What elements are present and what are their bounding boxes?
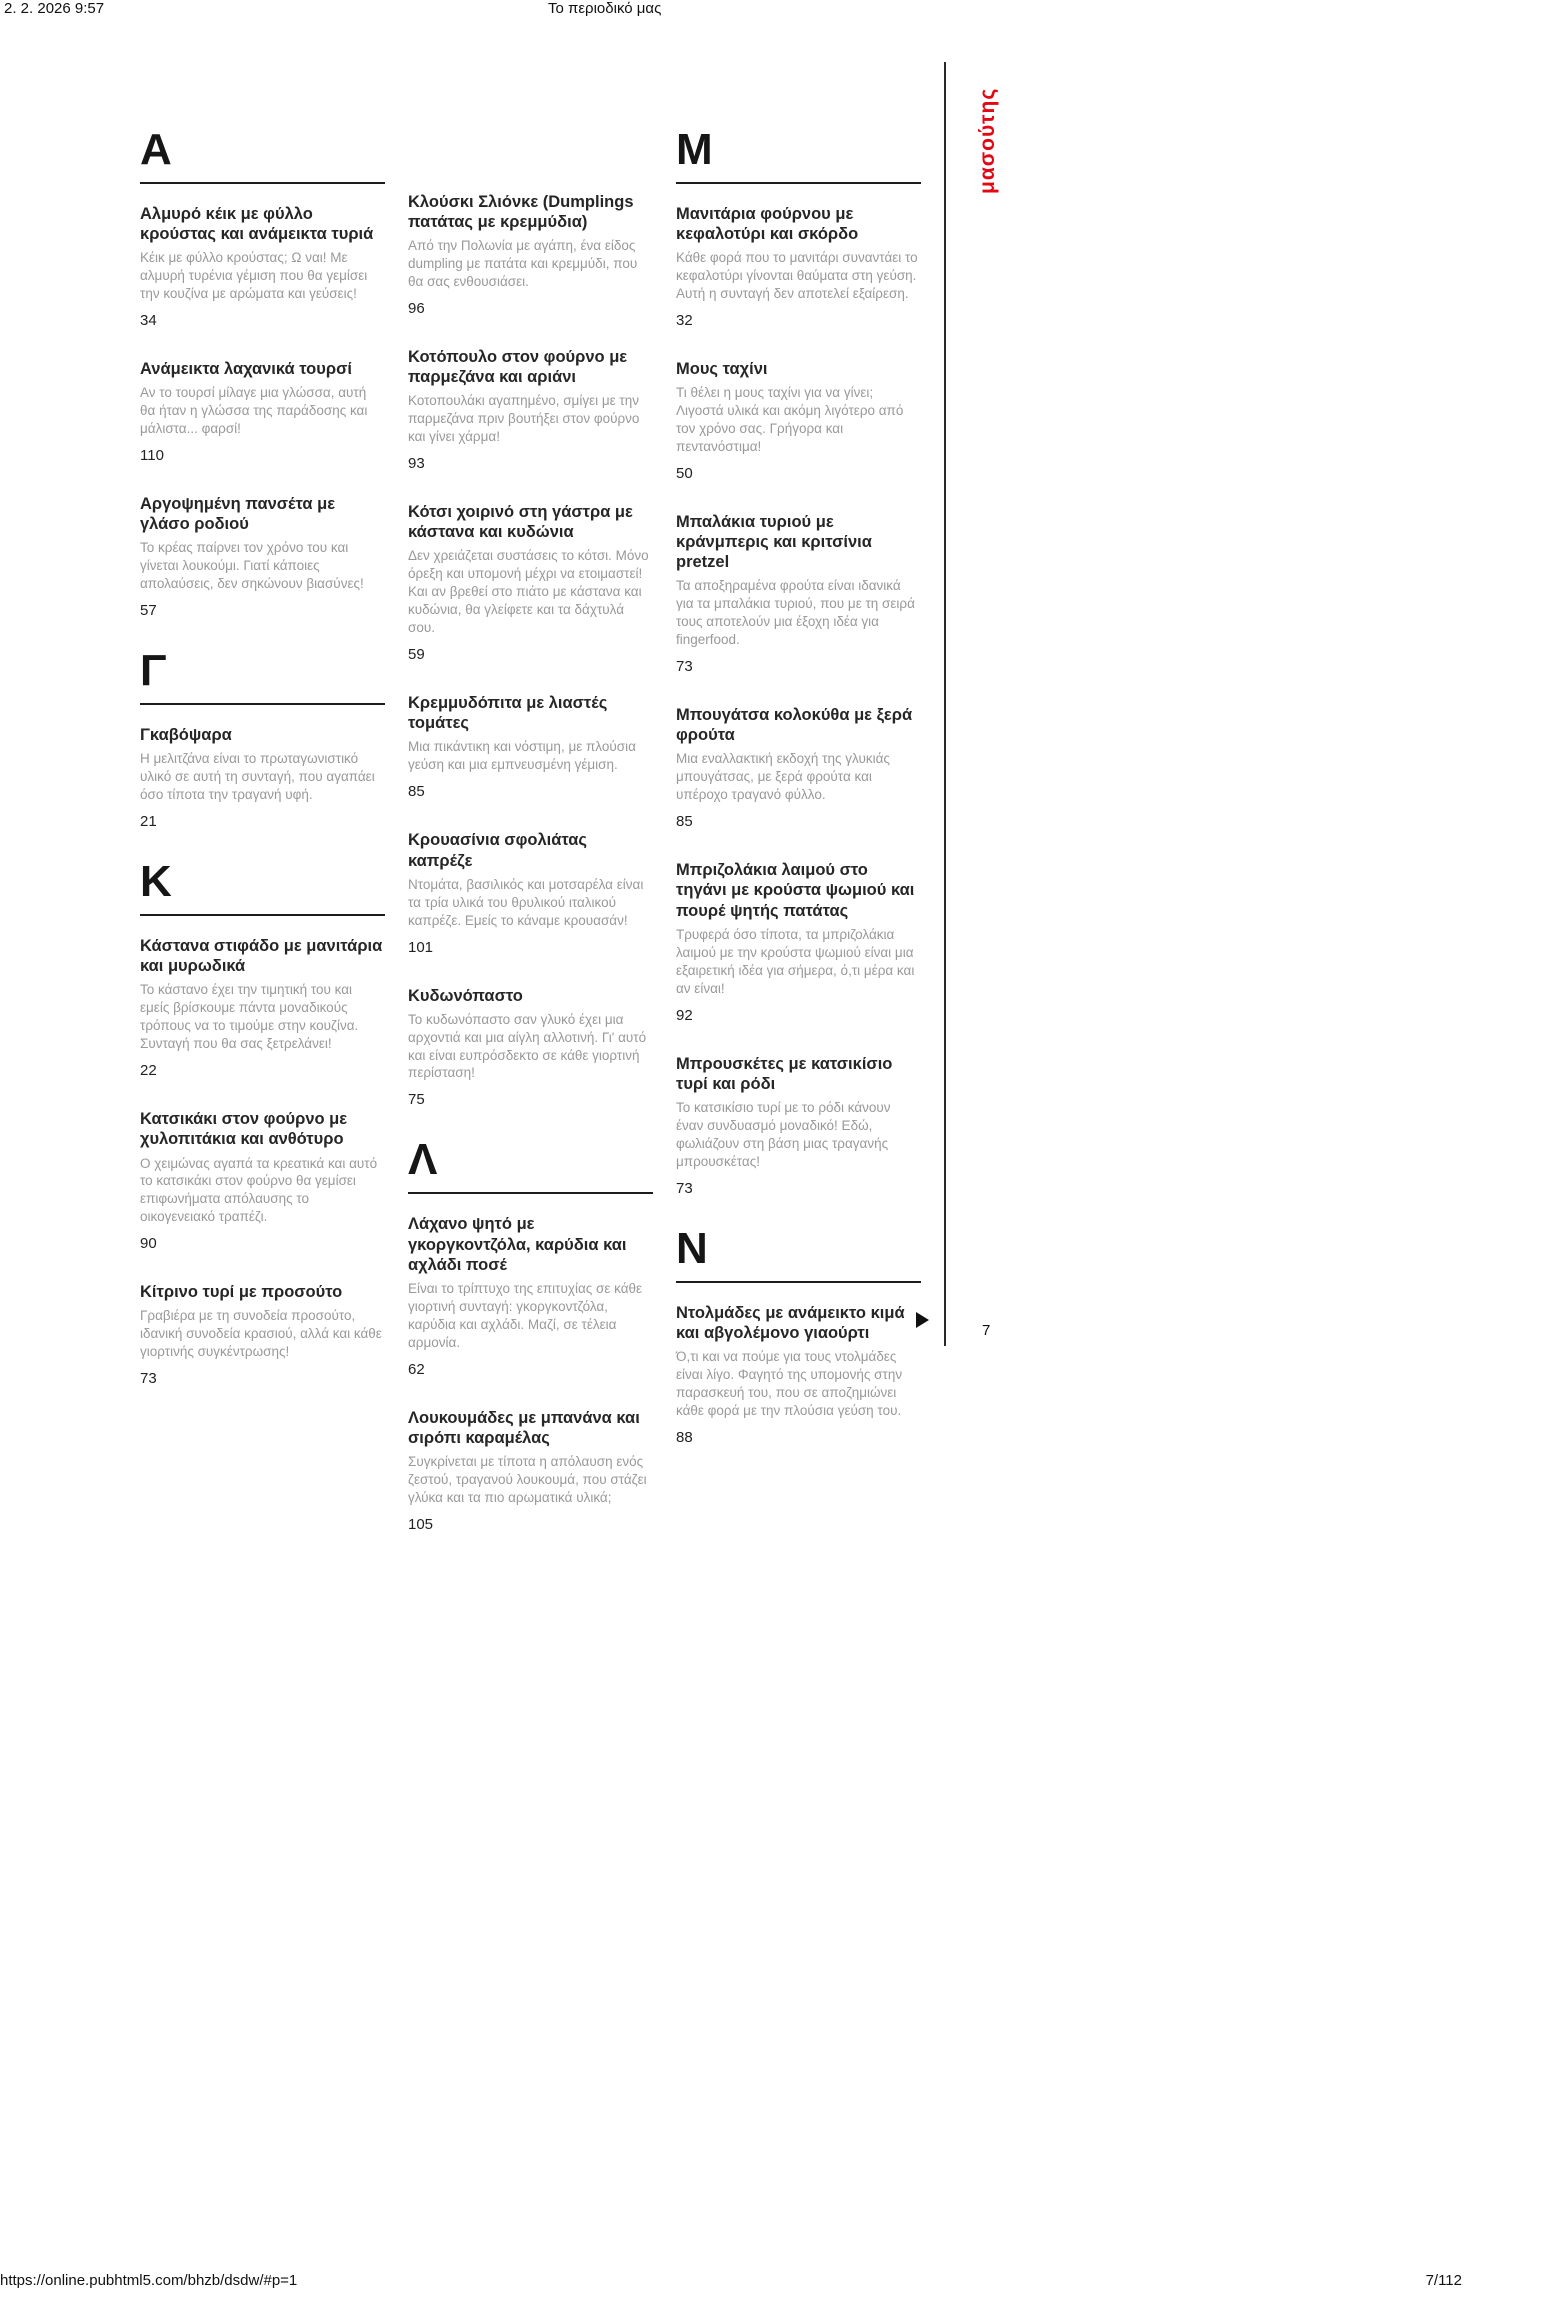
toc-entry[interactable] [676, 705, 921, 830]
toc-entry[interactable] [676, 1303, 921, 1446]
section-letter [140, 646, 385, 705]
toc-entry[interactable] [140, 204, 385, 329]
recipe-title: Λουκουμάδες με μπανάνα και σιρόπι καραμέλας [408, 1408, 640, 1447]
recipe-page-number: 90 [140, 1235, 157, 1253]
recipe-page-number: 105 [408, 1515, 434, 1533]
section-rule [676, 1281, 921, 1283]
toc-entry[interactable] [676, 512, 921, 675]
recipe-page-number: 59 [408, 646, 425, 664]
recipe-title: Αργοψημένη πανσέτα με γλάσο ροδιού [140, 495, 336, 534]
toc-entry[interactable] [408, 1214, 653, 1377]
recipe-page-number: 21 [140, 813, 157, 831]
recipe-description: Κοτοπουλάκι αγαπημένο, σμίγει με την παρμεζάνα πριν βουτήξει στον φούρνο και γίνει χάρμα! [408, 393, 640, 445]
toc-entry[interactable] [408, 986, 653, 1109]
recipe-description: Ό,τι και να πούμε για τους ντολμάδες είναι λίγο. Φαγητό της υπομονής στην παρασκευή του, που σε αποζημιώνει κάθε φορά με την πλούσια γεύση του. [676, 1348, 903, 1418]
section-letter-glyph: Α [140, 125, 173, 174]
recipe-description: Το κάστανο έχει την τιμητική του και εμείς βρίσκουμε πάντα μοναδικούς τρόπους να το τιμούμε στην κουζίνα. Συνταγή που θα σας ξετρελάνει! [140, 982, 359, 1052]
recipe-title: Ντολμάδες με ανάμεικτο κιμά και αβγολέμονο γιαούρτι [676, 1303, 905, 1342]
recipe-page-number: 73 [140, 1370, 157, 1388]
recipe-page-number: 73 [676, 658, 693, 676]
recipe-description: Μια εναλλακτική εκδοχή της γλυκιάς μπουγάτσας, με ξερά φρούτα και υπέροχο τραγανό φύλλο. [676, 751, 890, 803]
recipe-page-number: 96 [408, 300, 425, 318]
recipe-title: Μπαλάκια τυριού με κράνμπερις και κριτσίνια pretzel [676, 513, 872, 572]
recipe-page-number: 93 [408, 455, 425, 473]
recipe-title: Ανάμεικτα λαχανικά τουρσί [140, 360, 352, 379]
recipe-description: Είναι το τρίπτυχο της επιτυχίας σε κάθε γιορτινή συνταγή: γκοργκοντζόλα, καρύδια και αχλάδι. Μαζί, σε τέλεια αρμονία. [408, 1280, 643, 1350]
recipe-page-number: 85 [408, 783, 425, 801]
next-page-arrow-icon[interactable] [916, 1312, 929, 1328]
section-letter [676, 1223, 921, 1283]
recipe-description: Γραβιέρα με τη συνοδεία προσούτο, ιδανική συνοδεία κρασιού, αλλά και κάθε γιορτινής συγκέντρωσης! [140, 1308, 382, 1360]
toc-entry[interactable] [140, 725, 385, 830]
print-footer-page-count: 7/112 [1425, 2272, 1462, 2289]
recipe-description: Τρυφερά όσο τίποτα, τα μπριζολάκια λαιμού με την κρούστα ψωμιού είναι μια εξαιρετική ιδέα για σήμερα, ό,τι μέρα και αν είναι! [676, 926, 915, 996]
toc-columns [140, 125, 922, 1563]
recipe-description: Δεν χρειάζεται συστάσεις το κότσι. Μόνο όρεξη και υπομονή μέχρι να ετοιμαστεί! Και αν βρεθεί στο πιάτο με κάστανα και κυδώνια, θα γλείφετε και τα δάχτυλά σου. [408, 548, 649, 636]
recipe-page-number: 88 [676, 1428, 693, 1446]
section-letter-glyph: Ν [676, 1223, 709, 1273]
print-footer-url: https://online.pubhtml5.com/bhzb/dsdw/#p=1 [0, 2272, 298, 2289]
recipe-title: Αλμυρό κέικ με φύλλο κρούστας και ανάμεικτα τυριά [140, 205, 374, 244]
recipe-page-number: 101 [408, 938, 434, 956]
recipe-description: Το κυδωνόπαστο σαν γλυκό έχει μια αρχοντιά και μια αίγλη αλλοτινή. Γι' αυτό και είναι ευπρόσδεκτο σε κάθε γιορτινή περίσταση! [408, 1011, 647, 1081]
section-rule [140, 703, 385, 705]
toc-entry[interactable] [140, 1282, 385, 1387]
section-letter [140, 125, 385, 184]
recipe-page-number: 34 [140, 312, 157, 330]
section-letter-glyph: Κ [140, 857, 173, 907]
section-letter [140, 857, 385, 916]
brand-logo [976, 62, 1000, 194]
recipe-title: Γκαβόψαρα [140, 726, 232, 745]
recipe-title: Λάχανο ψητό με γκοργκοντζόλα, καρύδια και αχλάδι ποσέ [408, 1215, 627, 1274]
recipe-title: Μπουγάτσα κολοκύθα με ξερά φρούτα [676, 706, 913, 745]
recipe-description: Το κατσικίσιο τυρί με το ρόδι κάνουν έναν συνδυασμό μοναδικό! Εδώ, φωλιάζουν στη βάση μιας τραγανής μπρουσκέτας! [676, 1099, 891, 1169]
recipe-page-number: 62 [408, 1360, 425, 1378]
section-letter [408, 1135, 653, 1194]
section-rule [140, 182, 385, 184]
recipe-description: Ντομάτα, βασιλικός και μοτσαρέλα είναι τα τρία υλικά του θρυλικού ιταλικού καπρέζε. Εμείς το κάναμε κρουασάν! [408, 876, 644, 928]
toc-entry[interactable] [140, 936, 385, 1079]
recipe-description: Συγκρίνεται με τίποτα η απόλαυση ενός ζεστού, τραγανού λουκουμά, που στάζει γλύκα και τα πιο αρωματικά υλικά; [408, 1453, 647, 1505]
recipe-title: Μπριζολάκια λαιμού στο τηγάνι με κρούστα ψωμιού και πουρέ ψητής πατάτας [676, 861, 915, 920]
section-letter [676, 125, 921, 184]
toc-column [140, 125, 385, 1563]
recipe-title: Κίτρινο τυρί με προσούτο [140, 1283, 343, 1302]
print-doc-title: Το περιοδικό μας [548, 0, 662, 17]
recipe-description: Κάθε φορά που το μανιτάρι συναντάει το κεφαλοτύρι γίνονται θαύματα στη γεύση. Αυτή η συνταγή δεν αποτελεί εξαίρεση. [676, 250, 918, 302]
recipe-description: Αν το τουρσί μίλαγε μια γλώσσα, αυτή θα ήταν η γλώσσα της παράδοσης και μάλιστα... φαρσί! [140, 385, 368, 437]
recipe-title: Κυδωνόπαστο [408, 986, 523, 1005]
print-datetime: 2. 2. 2026 9:57 [4, 0, 105, 17]
toc-entry[interactable] [676, 860, 921, 1023]
toc-entry[interactable] [676, 1054, 921, 1197]
recipe-page-number: 110 [140, 447, 164, 465]
recipe-title: Κρεμμυδόπιτα με λιαστές τομάτες [408, 694, 608, 733]
recipe-description: Κέικ με φύλλο κρούστας; Ω ναι! Με αλμυρή τυρένια γέμιση που θα γεμίσει την κουζίνα με αρώματα και γεύσεις! [140, 250, 368, 302]
toc-entry[interactable] [140, 1109, 385, 1252]
toc-entry[interactable] [408, 347, 653, 472]
toc-entry[interactable] [408, 192, 653, 317]
recipe-title: Κότσι χοιρινό στη γάστρα με κάστανα και κυδώνια [408, 503, 633, 542]
recipe-title: Κατσικάκι στον φούρνο με χυλοπιτάκια και ανθότυρο [140, 1110, 348, 1149]
toc-entry[interactable] [408, 830, 653, 955]
recipe-title: Κοτόπουλο στον φούρνο με παρμεζάνα και αριάνι [408, 348, 628, 387]
recipe-title: Κάστανα στιφάδο με μανιτάρια και μυρωδικά [140, 937, 383, 976]
recipe-title: Μους ταχίνι [676, 360, 768, 379]
page-divider-line [944, 62, 946, 1346]
toc-entry[interactable] [408, 502, 653, 663]
recipe-description: Από την Πολωνία με αγάπη, ένα είδος dumpling με πατάτα και κρεμμύδι, που θα σας ενθουσιάσει. [408, 238, 638, 290]
recipe-title: Μπρουσκέτες με κατσικίσιο τυρί και ρόδι [676, 1054, 893, 1093]
toc-entry[interactable] [408, 1408, 653, 1533]
section-letter-glyph: Γ [140, 646, 168, 696]
recipe-page-number: 50 [676, 465, 693, 483]
recipe-description: Μια πικάντικη και νόστιμη, με πλούσια γεύση και μια εμπνευσμένη γέμιση. [408, 739, 636, 773]
recipe-page-number: 92 [676, 1006, 693, 1024]
recipe-page-number: 85 [676, 813, 693, 831]
recipe-title: Κλούσκι Σλιόνκε (Dumplings πατάτας με κρεμμύδια) [408, 193, 634, 232]
toc-entry[interactable] [408, 693, 653, 800]
recipe-description: Τα αποξηραμένα φρούτα είναι ιδανικά για τα μπαλάκια τυριού, που με τη σειρά τους αποτελούν μια έξοχη ιδέα για fingerfood. [676, 578, 915, 648]
recipe-page-number: 57 [140, 602, 157, 620]
toc-column [676, 125, 921, 1563]
section-rule [408, 1192, 653, 1194]
toc-entry[interactable] [140, 494, 385, 619]
section-letter-glyph: Μ [676, 125, 714, 174]
recipe-description: Το κρέας παίρνει τον χρόνο του και γίνεται λουκούμι. Γιατί κάποιες απολαύσεις, δεν σηκώνουν βιασύνες! [140, 540, 364, 592]
recipe-page-number: 73 [676, 1179, 693, 1197]
recipe-title: Κρουασίνια σφολιάτας καπρέζε [408, 831, 588, 870]
toc-column [408, 128, 653, 1563]
recipe-description: Τι θέλει η μους ταχίνι για να γίνει; Λιγοστά υλικά και ακόμη λιγότερο από τον χρόνο σας. Γρήγορα και πεντανόστιμα! [676, 385, 904, 455]
section-rule [676, 182, 921, 184]
toc-entry[interactable] [676, 359, 921, 482]
section-rule [140, 914, 385, 916]
recipe-description: Ο χειμώνας αγαπά τα κρεατικά και αυτό το κατσικάκι στον φούρνο θα γεμίσει επιφωνήματα απόλαυσης το οικογενειακό τραπέζι. [140, 1155, 378, 1225]
section-letter-glyph: Λ [408, 1135, 439, 1185]
brand-logo-text: μασούτης [976, 87, 999, 194]
recipe-page-number: 32 [676, 312, 693, 330]
magazine-page-number: 7 [982, 1322, 991, 1339]
recipe-page-number: 75 [408, 1091, 425, 1109]
toc-entry[interactable] [140, 359, 385, 464]
recipe-page-number: 22 [140, 1062, 157, 1080]
recipe-description: Η μελιτζάνα είναι το πρωταγωνιστικό υλικό σε αυτή τη συνταγή, που αγαπάει όσο τίποτα την τραγανή υφή. [140, 751, 375, 803]
toc-entry[interactable] [676, 204, 921, 329]
recipe-title: Μανιτάρια φούρνου με κεφαλοτύρι και σκόρδο [676, 205, 859, 244]
